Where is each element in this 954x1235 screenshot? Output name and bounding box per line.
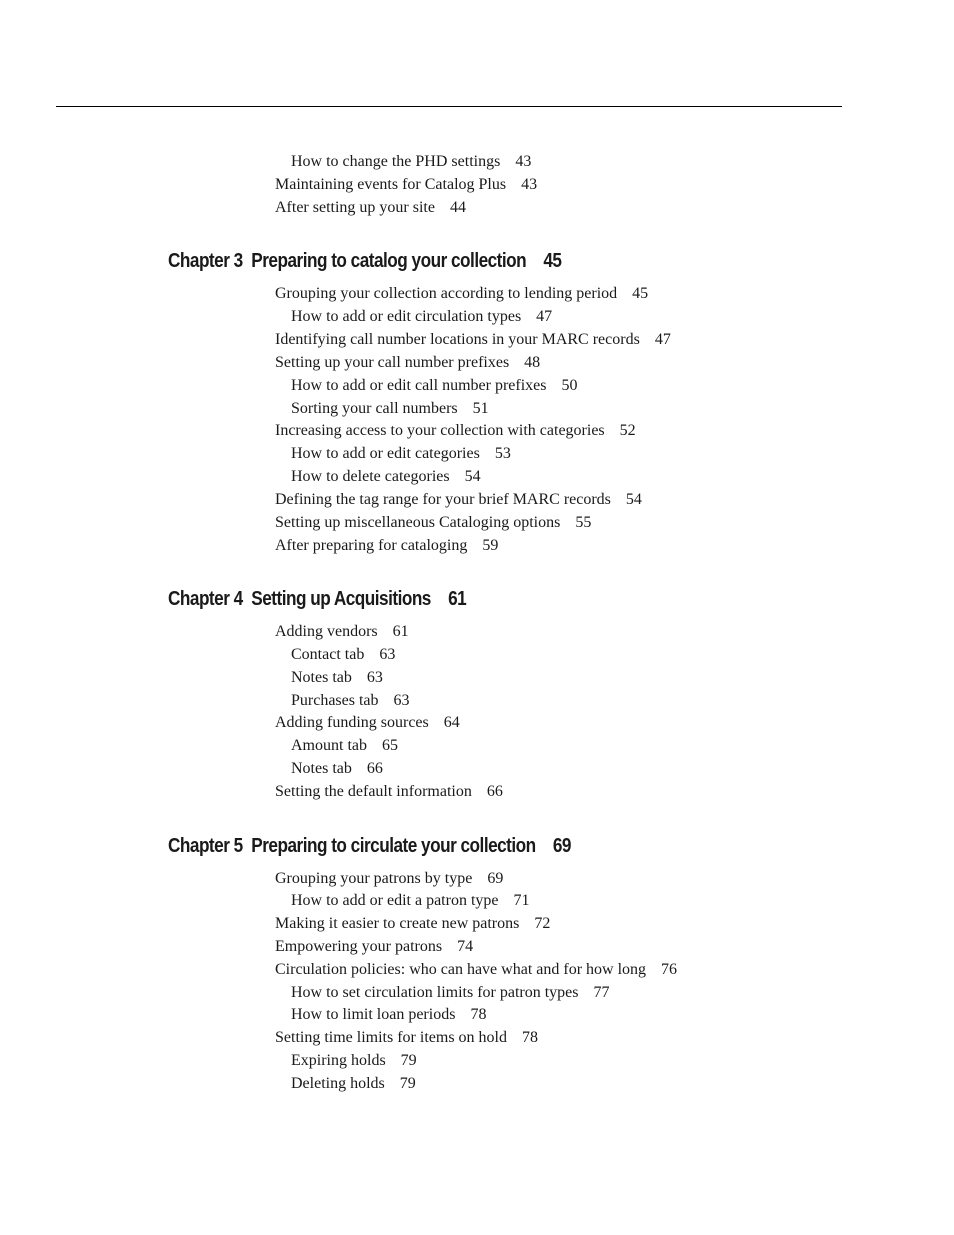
toc-entry-title: Circulation policies: who can have what and for how long [275, 961, 647, 978]
toc-entry-page: 54 [464, 468, 481, 485]
toc-entry-title: Setting the default information [275, 783, 472, 800]
toc-entry-page: 51 [472, 400, 489, 417]
toc-entry[interactable] [291, 1074, 416, 1094]
toc-entry-page: 77 [593, 984, 610, 1001]
toc-entry[interactable] [291, 1051, 417, 1071]
toc-entry-title: Purchases tab [291, 692, 379, 709]
toc-entry-page: 63 [379, 646, 396, 663]
toc-entry-page: 72 [534, 915, 551, 932]
chapter-title: Preparing to catalog your collection [251, 250, 527, 272]
toc-entry[interactable] [275, 622, 409, 642]
toc-entry-page: 54 [625, 491, 642, 508]
toc-entry-page: 50 [561, 377, 578, 394]
toc-entry-page: 59 [482, 537, 499, 554]
chapter-label: Chapter 5 [168, 835, 243, 857]
toc-entry-title: Adding funding sources [275, 714, 429, 731]
toc-entry-page: 78 [470, 1006, 487, 1023]
toc-entry[interactable] [275, 513, 591, 533]
toc-entry[interactable] [275, 1028, 538, 1048]
chapter-page: 45 [543, 250, 562, 272]
toc-entry-page: 55 [575, 514, 592, 531]
toc-entry-page: 71 [513, 892, 530, 909]
toc-entry[interactable] [291, 668, 383, 688]
chapter-label: Chapter 4 [168, 588, 243, 610]
toc-entry-page: 74 [457, 938, 474, 955]
toc-entry-title: How to limit loan periods [291, 1006, 456, 1023]
toc-entry-title: Setting up your call number prefixes [275, 354, 510, 371]
chapter-3-heading[interactable] [168, 249, 561, 273]
toc-entry[interactable] [275, 937, 473, 957]
toc-entry-page: 79 [400, 1052, 417, 1069]
toc-entry[interactable] [291, 891, 530, 911]
toc-entry-title: Defining the tag range for your brief MARC records [275, 491, 611, 508]
toc-entry[interactable] [275, 330, 671, 350]
toc-entry[interactable] [291, 1005, 486, 1025]
toc-entry-page: 78 [522, 1029, 538, 1046]
toc-entry-page: 53 [494, 445, 511, 462]
toc-entry[interactable] [275, 353, 540, 373]
chapter-title: Setting up Acquisitions [251, 588, 431, 610]
toc-entry-title: Making it easier to create new patrons [275, 915, 520, 932]
toc-entry[interactable] [275, 284, 648, 304]
toc-entry-page: 47 [536, 308, 553, 325]
toc-entry[interactable] [291, 759, 383, 779]
toc-entry-page: 44 [449, 199, 466, 216]
toc-entry-title: Grouping your patrons by type [275, 870, 473, 887]
toc-entry-title: Increasing access to your collection with categories [275, 422, 605, 439]
toc-entry-page: 79 [399, 1075, 416, 1092]
toc-entry[interactable] [291, 152, 531, 172]
toc-entry[interactable] [291, 444, 511, 464]
toc-entry-page: 64 [443, 714, 460, 731]
toc-entry[interactable] [291, 736, 398, 756]
toc-entry-page: 52 [619, 422, 636, 439]
toc-entry-page: 43 [521, 176, 538, 193]
toc-entry-title: Identifying call number locations in your MARC records [275, 331, 640, 348]
toc-entry-title: Maintaining events for Catalog Plus [275, 176, 507, 193]
toc-entry-page: 43 [515, 153, 532, 170]
toc-entry-title: Amount tab [291, 737, 367, 754]
toc-entry-title: Grouping your collection according to lending period [275, 285, 618, 302]
toc-entry[interactable] [291, 691, 410, 711]
toc-entry-page: 69 [487, 870, 504, 887]
toc-entry-title: Empowering your patrons [275, 938, 443, 955]
toc-entry-title: Notes tab [291, 669, 352, 686]
toc-entry-title: Setting time limits for items on hold [275, 1029, 507, 1046]
toc-entry-title: Deleting holds [291, 1075, 385, 1092]
toc-entry-title: Notes tab [291, 760, 352, 777]
toc-entry-page: 66 [366, 760, 383, 777]
toc-entry-title: How to change the PHD settings [291, 153, 501, 170]
toc-entry-title: Contact tab [291, 646, 365, 663]
toc-entry[interactable] [275, 914, 550, 934]
toc-entry-title: How to add or edit a patron type [291, 892, 499, 909]
toc-entry[interactable] [275, 175, 537, 195]
toc-entry-title: How to add or edit call number prefixes [291, 377, 547, 394]
toc-entry[interactable] [291, 307, 552, 327]
chapter-4-heading[interactable] [168, 587, 466, 611]
toc-entry-page: 65 [382, 737, 398, 754]
toc-entry[interactable] [275, 713, 460, 733]
toc-entry[interactable] [291, 399, 489, 419]
header-rule [56, 106, 842, 107]
toc-entry[interactable] [275, 782, 503, 802]
toc-entry-page: 48 [524, 354, 541, 371]
chapter-title: Preparing to circulate your collection [251, 835, 536, 857]
toc-entry[interactable] [275, 421, 636, 441]
toc-entry-title: Sorting your call numbers [291, 400, 458, 417]
toc-entry[interactable] [275, 960, 677, 980]
toc-entry-title: How to add or edit categories [291, 445, 480, 462]
toc-entry[interactable] [291, 645, 395, 665]
toc-entry[interactable] [275, 490, 642, 510]
toc-entry-title: How to add or edit circulation types [291, 308, 522, 325]
toc-entry-page: 76 [661, 961, 678, 978]
chapter-page: 61 [448, 588, 467, 610]
toc-entry-page: 66 [486, 783, 503, 800]
toc-entry[interactable] [291, 983, 610, 1003]
toc-entry-title: Adding vendors [275, 623, 378, 640]
toc-entry[interactable] [291, 467, 481, 487]
toc-entry[interactable] [275, 869, 503, 889]
chapter-page: 69 [552, 835, 571, 857]
toc-entry-page: 47 [654, 331, 671, 348]
toc-entry[interactable] [291, 376, 577, 396]
toc-entry-page: 63 [393, 692, 410, 709]
toc-entry-title: After setting up your site [275, 199, 435, 216]
toc-entry-page: 45 [632, 285, 649, 302]
chapter-label: Chapter 3 [168, 250, 243, 272]
toc-entry-title: How to set circulation limits for patron types [291, 984, 579, 1001]
toc-entry-title: Expiring holds [291, 1052, 386, 1069]
toc-entry-title: Setting up miscellaneous Cataloging options [275, 514, 561, 531]
toc-entry-page: 63 [366, 669, 383, 686]
toc-entry[interactable] [275, 536, 498, 556]
toc-entry-title: How to delete categories [291, 468, 450, 485]
toc-entry-page: 61 [392, 623, 409, 640]
toc-entry-title: After preparing for cataloging [275, 537, 468, 554]
chapter-5-heading[interactable] [168, 834, 571, 858]
toc-entry[interactable] [275, 198, 466, 218]
